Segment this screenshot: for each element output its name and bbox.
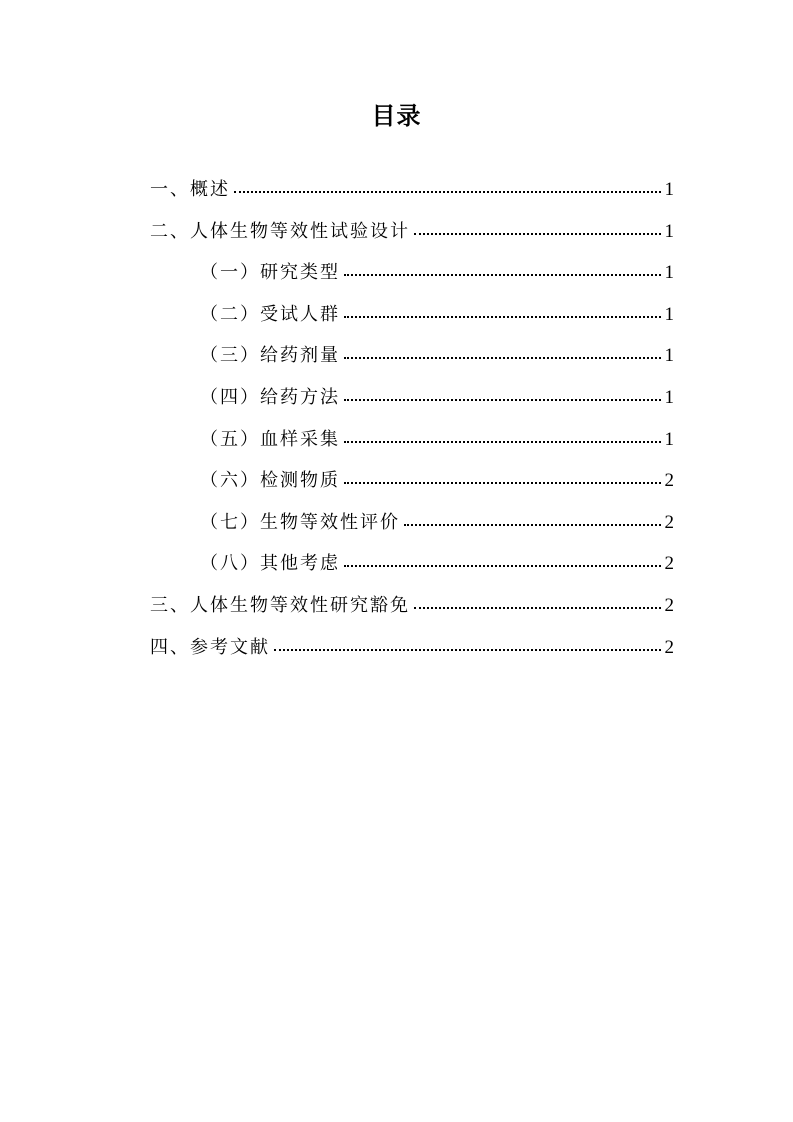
toc-entry-label: 四、参考文献: [150, 637, 270, 658]
toc-page-number: 2: [664, 512, 674, 533]
toc-entry-trial-design[interactable]: [150, 218, 674, 246]
toc-title: 目录: [371, 102, 422, 130]
toc-page-number: 1: [664, 179, 674, 200]
toc-page-number: 2: [664, 595, 674, 616]
toc-entry-waiver[interactable]: [150, 592, 674, 620]
toc-dot-leader: [344, 396, 661, 401]
toc-entry-subjects[interactable]: [200, 301, 674, 329]
toc-dot-leader: [344, 479, 661, 484]
toc-page-number: 1: [664, 304, 674, 325]
toc-page-number: 2: [664, 637, 674, 658]
toc-entry-label: （七）生物等效性评价: [200, 512, 400, 533]
toc-entry-other-considerations[interactable]: [200, 550, 674, 578]
toc-entry-be-evaluation[interactable]: [200, 509, 674, 537]
toc-dot-leader: [344, 354, 661, 359]
toc-entry-label: 三、人体生物等效性研究豁免: [150, 595, 410, 616]
toc-page-number: 1: [664, 345, 674, 366]
toc-entry-references[interactable]: [150, 634, 674, 662]
toc-page-number: 1: [664, 221, 674, 242]
toc-dot-leader: [414, 604, 661, 609]
toc-entry-label: （四）给药方法: [200, 387, 340, 408]
toc-page-number: 2: [664, 470, 674, 491]
toc-entry-overview[interactable]: [150, 176, 674, 204]
toc-entry-analytes[interactable]: [200, 467, 674, 495]
toc-entry-study-type[interactable]: [200, 259, 674, 287]
toc-dot-leader: [344, 438, 661, 443]
toc-entry-label: 一、概述: [150, 179, 230, 200]
toc-entry-label: （二）受试人群: [200, 304, 340, 325]
toc-dot-leader: [344, 313, 661, 318]
toc-entry-administration[interactable]: [200, 384, 674, 412]
toc-entry-label: （五）血样采集: [200, 429, 340, 450]
toc-entry-label: （三）给药剂量: [200, 345, 340, 366]
toc-page-number: 1: [664, 262, 674, 283]
toc-dot-leader: [344, 562, 661, 567]
toc-entry-label: （八）其他考虑: [200, 553, 340, 574]
toc-entry-label: （一）研究类型: [200, 262, 340, 283]
toc-entry-label: 二、人体生物等效性试验设计: [150, 221, 410, 242]
toc-dot-leader: [274, 646, 661, 651]
toc-dot-leader: [414, 230, 661, 235]
toc-page-number: 1: [664, 429, 674, 450]
toc-entry-dose[interactable]: [200, 342, 674, 370]
toc-page-number: 1: [664, 387, 674, 408]
toc-dot-leader: [344, 271, 661, 276]
toc-entry-label: （六）检测物质: [200, 470, 340, 491]
toc-dot-leader: [404, 521, 661, 526]
toc-entry-blood-sampling[interactable]: [200, 426, 674, 454]
toc-page-number: 2: [664, 553, 674, 574]
toc-dot-leader: [234, 188, 661, 193]
